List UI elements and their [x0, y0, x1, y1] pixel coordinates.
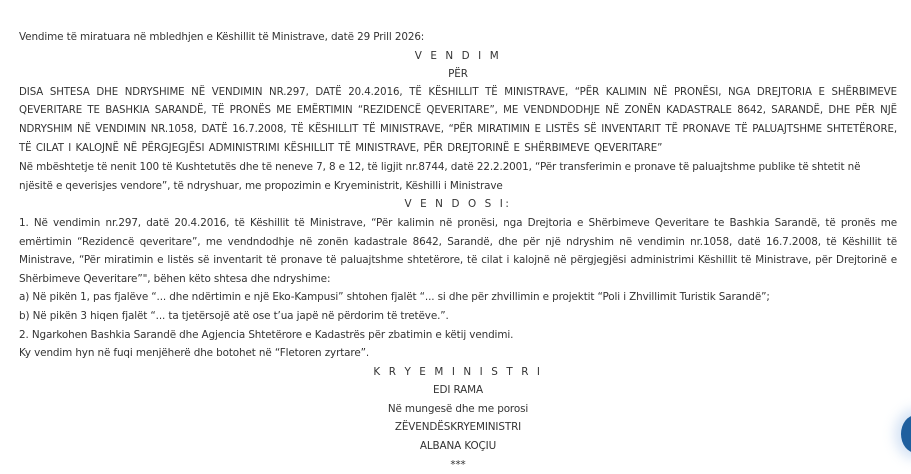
floating-action-button[interactable]	[901, 415, 911, 453]
decision-document	[19, 28, 897, 474]
point-a: a) Në pikën 1, pas fjalëve “... dhe ndërtimin e një Eko-Kampusi” shtohen fjalët “... si dhe për zhvillimin e projektit “Poli i Zhvillimit Turistik Sarandë”;	[19, 291, 770, 304]
signature-name: EDI RAMA	[433, 384, 483, 397]
signature-role: K R Y E M I N I S T R I	[373, 365, 543, 378]
decision-title: DISA SHTESA DHE NDRYSHIME NË VENDIMIN NR.297, DATË 20.4.2016, TË KËSHILLIT TË MINISTRAVE, “PËR KALIMIN NË PRONËSI, NGA DREJTORIA E SHËRBIMEVE QEVERITARE TE BASHKIA SARANDË, TË PRONËS ME EMËRTIMIN “REZIDENCË QEVERITARE”, ME VENDNDODHJE NË ZONËN KADASTRALE 8642, SARANDË, DHE PËR NJË NDRYSHIM NË VENDIMIN NR.1058, DATË 16.7.2008, TË KËSHILLIT TË MINISTRAVE, “PËR MIRATIMIN E LISTËS SË INVENTARIT TË PRONAVE TË PALUAJTSHME SHTETËRORE, TË CILAT I KALOJNË NË PËRGJEGJËSI ADMINISTRIMI KËSHILLIT TË MINISTRAVE, PËR DREJTORINË E SHËRBIMEVE QEVERITARE”	[19, 86, 897, 154]
intro-line: Vendime të miratuara në mbledhjen e Këshillit të Ministrave, datë 29 Prill 2026:	[19, 31, 425, 43]
heading-per: PËR	[448, 68, 468, 81]
point-2: 2. Ngarkohen Bashkia Sarandë dhe Agjencia Shtetërore e Kadastrës për zbatimin e këtij vendimi.	[19, 328, 514, 341]
separator: ***	[450, 458, 466, 471]
heading-vendim: V E N D I M	[414, 49, 502, 62]
deputy-name: ALBANA KOÇIU	[419, 440, 497, 453]
entry-into-force: Ky vendim hyn në fuqi menjëherë dhe botohet në “Fletoren zyrtare”.	[19, 347, 370, 360]
preamble: Në mbështetje të nenit 100 të Kushtetutës dhe të neneve 7, 8 e 12, të ligjit nr.8744, datë 22.2.2001, “Për transferimin e pronave të paluajtshme publike të shtetit në njësitë e qeverisjes vendore”, të ndryshuar, me propozimin e Kryeministrit, Këshilli i Ministrave	[19, 161, 861, 192]
heading-vendosi: V E N D O S I:	[404, 198, 512, 211]
point-1: 1. Në vendimin nr.297, datë 20.4.2016, të Këshillit të Ministrave, “Për kalimin në pronësi, nga Drejtoria e Shërbimeve Qeveritare te Bashkia Sarandë, të pronës me emërtimin “Rezidencë qeveritare”, me vendndodhje në zonën kadastrale 8642, Sarandë, dhe për një ndryshim në vendimin nr.1058, datë 16.7.2008, të Këshillit të Ministrave, “Për miratimin e listës së inventarit të pronave të paluajtshme shtetërore, të cilat i kalojnë në përgjegjësi administrimi Këshillit të Ministrave, për Drejtorinë e Shërbimeve Qeveritare”", bëhen këto shtesa dhe ndryshime:	[19, 216, 897, 285]
point-b: b) Në pikën 3 hiqen fjalët “... ta tjetërsojë atë ose t’ua japë në përdorim të tretëve.”.	[19, 309, 449, 322]
absence-note: Në mungesë dhe me porosi	[387, 402, 529, 415]
deputy-role: ZËVENDËSKRYEMINISTRI	[394, 421, 522, 434]
